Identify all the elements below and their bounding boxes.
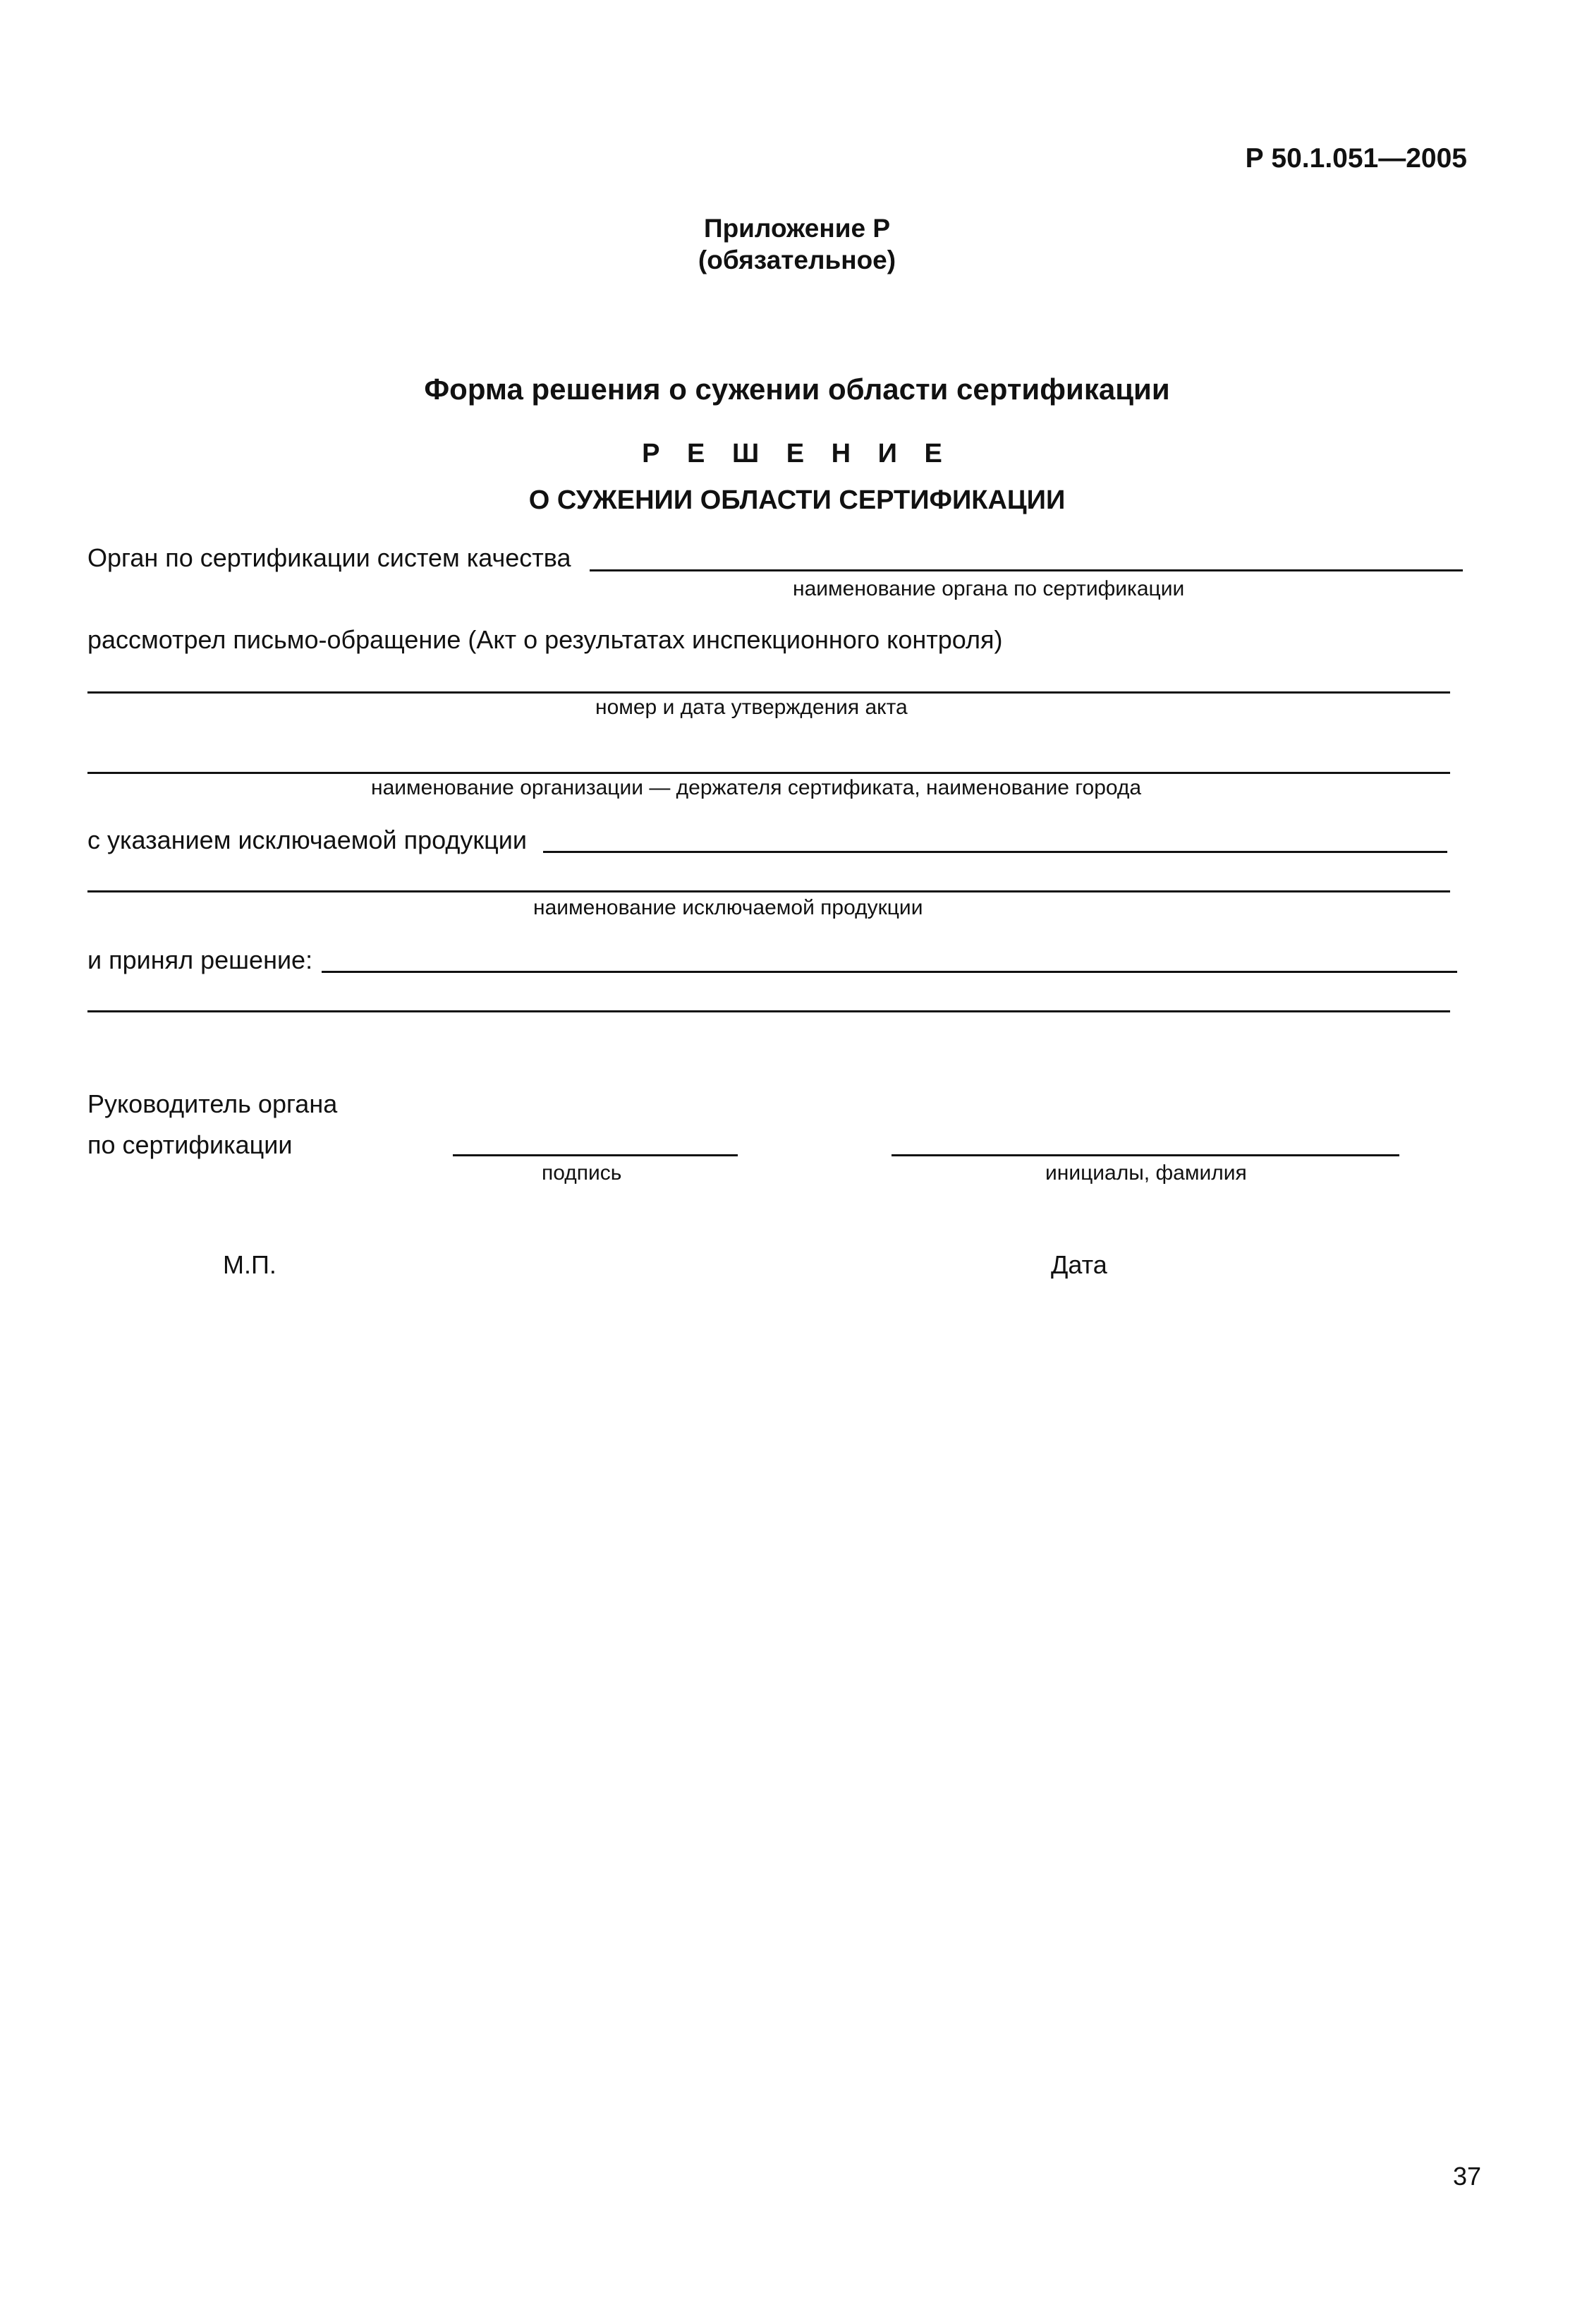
head-of-body-label-line2: по сертификации (87, 1130, 293, 1159)
certificate-holder-field[interactable] (87, 772, 1450, 774)
decision-subtitle: О СУЖЕНИИ ОБЛАСТИ СЕРТИФИКАЦИИ (528, 485, 1066, 515)
decision-field-1[interactable] (322, 971, 1457, 973)
form-title: Форма решения о сужении области сертификации (424, 373, 1170, 406)
appendix-note: (обязательное) (698, 246, 896, 274)
certificate-holder-caption: наименование организации — держателя сертификата, наименование города (371, 776, 1142, 799)
initials-surname-caption: инициалы, фамилия (1045, 1161, 1247, 1185)
certification-body-label: Орган по сертификации систем качества (87, 543, 571, 572)
signature-field[interactable] (453, 1154, 738, 1156)
appendix-title: Приложение Р (703, 214, 891, 243)
act-number-caption: номер и дата утверждения акта (595, 696, 908, 719)
decision-title: Р Е Ш Е Н И Е (642, 439, 952, 468)
certification-body-field[interactable] (590, 569, 1463, 571)
date-label: Дата (1051, 1250, 1107, 1279)
document-code: Р 50.1.051—2005 (1245, 143, 1467, 174)
decision-field-2[interactable] (87, 1010, 1450, 1012)
seal-label: М.П. (223, 1250, 276, 1279)
excluded-products-field-1[interactable] (543, 851, 1447, 853)
act-number-field[interactable] (87, 691, 1450, 694)
page-number: 37 (1452, 2162, 1481, 2191)
excluded-products-label: с указанием исключаемой продукции (87, 825, 527, 854)
initials-surname-field[interactable] (892, 1154, 1399, 1156)
head-of-body-label-line1: Руководитель органа (87, 1089, 338, 1118)
decision-label: и принял решение: (87, 945, 313, 974)
excluded-products-field-2[interactable] (87, 890, 1450, 892)
excluded-products-caption: наименование исключаемой продукции (533, 896, 923, 919)
signature-caption: подпись (542, 1161, 622, 1185)
considered-letter-label: рассмотрел письмо-обращение (Акт о результатах инспекционного контроля) (87, 625, 1003, 654)
certification-body-caption: наименование органа по сертификации (793, 577, 1185, 600)
